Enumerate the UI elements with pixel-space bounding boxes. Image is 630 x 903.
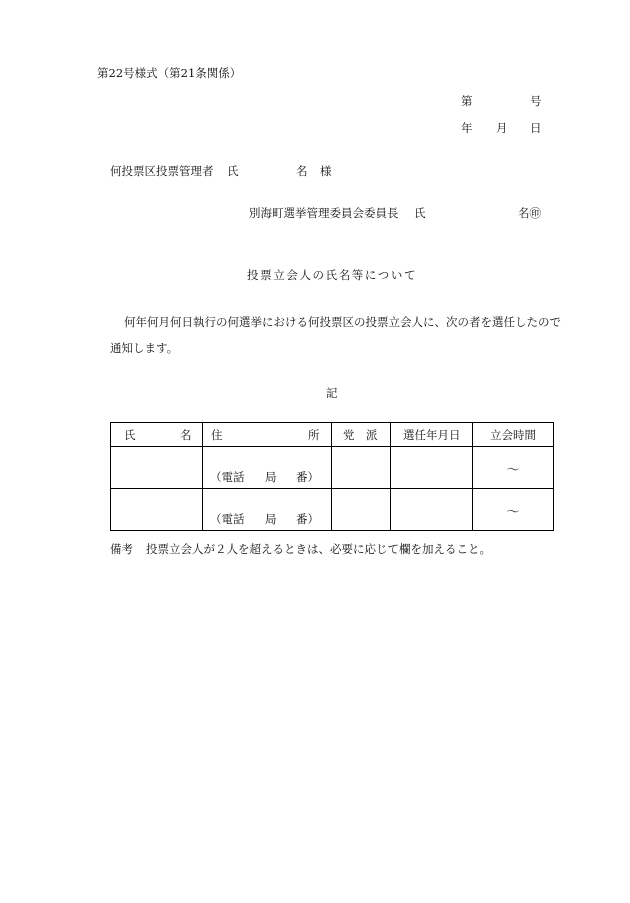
subject-title: 投票立会人の氏名等について [247,268,418,282]
cell-name[interactable] [111,447,203,489]
header-party: 党 派 [332,423,391,447]
cell-attend-time[interactable]: ～ [473,447,554,489]
form-number: 第22号様式（第21条関係） [97,66,242,80]
number-dai: 第 [461,94,473,108]
date-year: 年 [461,121,473,135]
appointee-table [110,422,554,531]
sender-title: 別海町選挙管理委員会委員長 [249,206,399,220]
cell-party[interactable] [332,489,391,531]
body-line-2: 通知します。 [110,341,179,355]
cell-name[interactable] [111,489,203,531]
table-row [111,489,554,531]
cell-appointed-date[interactable] [391,489,473,531]
remarks-label: 備考 [110,542,133,556]
addressee-prefix: 何投票区投票管理者 [110,164,214,178]
remarks-text: 投票立会人が２人を超えるときは、必要に応じて欄を加えること。 [146,542,491,556]
table-row [111,447,554,489]
cell-attend-time[interactable]: ～ [473,489,554,531]
table-header-row [111,423,554,447]
addressee-sama: 様 [320,164,332,178]
number-go: 号 [530,94,542,108]
cell-address[interactable]: （電話 局 番） [203,489,332,531]
cell-party[interactable] [332,447,391,489]
addressee-mei: 名 [296,164,308,178]
sender-mei-seal: 名㊞ [518,206,541,220]
sender-shi: 氏 [414,206,426,220]
header-name: 氏 名 [111,423,203,447]
cell-appointed-date[interactable] [391,447,473,489]
header-address: 住 所 [203,423,332,447]
addressee-shi: 氏 [227,164,239,178]
ki-heading: 記 [326,386,338,400]
body-line-1: 何年何月何日執行の何選挙における何投票区の投票立会人に、次の者を選任したので [124,315,561,329]
cell-address[interactable]: （電話 局 番） [203,447,332,489]
header-attend-time: 立会時間 [473,423,554,447]
header-appointed-date: 選任年月日 [391,423,473,447]
date-month: 月 [496,121,508,135]
date-day: 日 [530,121,542,135]
